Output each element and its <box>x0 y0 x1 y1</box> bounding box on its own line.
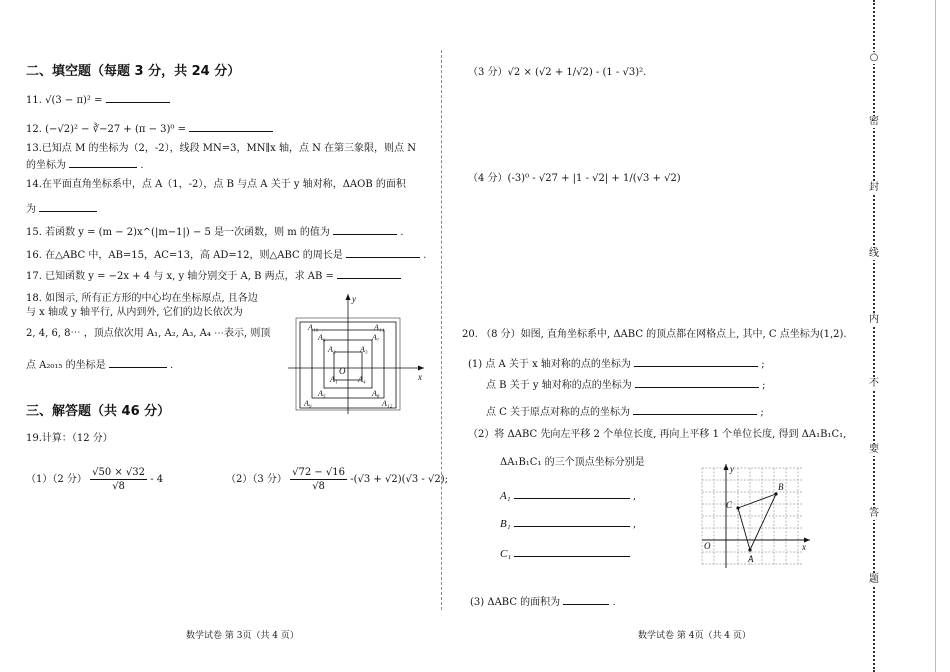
question-12: 12. (−√2)² − ∛−27 + (π − 3)⁰ = <box>26 121 273 136</box>
question-13: 13.已知点 M 的坐标为（2，-2），线段 MN=3，MN∥x 轴，点 N 在第三象限，则点 N <box>26 143 416 154</box>
question-18-line4: 点 A₂₀₁₅ 的坐标是 . <box>26 357 173 372</box>
binding-char-1: 密 <box>866 116 882 128</box>
binding-char-6: 要 <box>866 444 882 456</box>
question-20-1c: 点 C 关于原点对称的点的坐标为 ; <box>486 404 764 419</box>
fig20-c-label: C <box>726 500 733 510</box>
question-20: 20. （8 分）如图, 直角坐标系中, ΔABC 的顶点都在网格点上, 其中, C 点坐标为(1,2). <box>462 329 847 340</box>
fig20-b-label: B <box>778 482 784 492</box>
answer-blank-20-1b[interactable] <box>635 377 759 388</box>
fig20-x-label: x <box>802 542 806 552</box>
answer-blank-13[interactable] <box>69 157 137 168</box>
question-19-2: （2）（3 分） $\frac{√72 - √16}{√8}$ -(√3 + √2)(√3 - √2); <box>226 467 448 492</box>
answer-blank-c1[interactable] <box>514 546 630 557</box>
answer-blank-11[interactable] <box>106 92 170 103</box>
answer-blank-16[interactable] <box>346 247 420 258</box>
binding-char-7: 答 <box>866 508 882 520</box>
fraction-19-1: $\frac{√50 \times √32}{√8}$ <box>92 467 146 492</box>
label-origin: O <box>339 366 346 376</box>
answer-blank-12[interactable] <box>189 121 273 132</box>
answer-blank-20-1c[interactable] <box>633 404 757 415</box>
answer-blank-15[interactable] <box>333 224 397 235</box>
axis-x-label: x <box>418 372 422 382</box>
binding-circle-icon: ○ <box>866 52 882 64</box>
label-a6: A₆ <box>318 333 326 342</box>
label-a5: A₅ <box>318 389 326 398</box>
label-a1: A₁ <box>330 375 338 384</box>
question-20-2: （2）将 ΔABC 先向左平移 2 个单位长度, 再向上平移 1 个单位长度, 得到 ΔA₁B₁C₁, <box>468 429 847 440</box>
answer-blank-a1[interactable] <box>514 488 630 499</box>
section-3-title: 三、解答题（共 46 分） <box>26 404 171 419</box>
answer-c1: C₁ <box>500 546 630 561</box>
label-a8: A₈ <box>372 389 380 398</box>
binding-line <box>866 0 882 672</box>
answer-blank-20-1a[interactable] <box>634 356 758 367</box>
label-a7: A₇ <box>372 333 380 342</box>
page-4 <box>452 0 852 672</box>
question-15: 15. 若函数 y = (m − 2)x^(|m−1|) − 5 是一次函数，则 m 的值为 . <box>26 224 404 239</box>
fig20-origin-label: O <box>704 541 711 551</box>
axis-y-label: y <box>352 294 356 304</box>
binding-char-3: 线 <box>866 248 882 260</box>
binding-char-8: 题 <box>866 574 882 586</box>
fraction-19-2: $\frac{√72 - √16}{√8}$ <box>292 467 346 492</box>
fig20-y-label: y <box>730 464 734 474</box>
question-19-4: （4 分）(-3)⁰ - √27 + |1 - √2| + 1/(√3 + √2) <box>468 173 681 184</box>
label-a12: A₁₂ <box>382 399 393 408</box>
question-18: 18. 如图示, 所有正方形的中心均在坐标原点, 且各边 <box>26 293 258 304</box>
label-a11: A₁₁ <box>374 323 385 332</box>
binding-char-2: 封 <box>866 182 882 194</box>
page-divider <box>441 50 442 610</box>
question-18-line2: 与 x 轴或 y 轴平行, 从内到外, 它们的边长依次为 <box>26 307 243 318</box>
answer-blank-b1[interactable] <box>514 516 630 527</box>
question-20-1a: (1) 点 A 关于 x 轴对称的点的坐标为 ; <box>468 356 765 371</box>
page-footer-right: 数学试卷 第 4页（共 4 页） <box>638 631 751 641</box>
binding-char-4: 内 <box>866 314 882 326</box>
question-19-3: （3 分）√2 × (√2 + 1/√2) - (1 - √3)². <box>468 67 647 78</box>
triangle-grid-figure <box>698 462 814 572</box>
answer-blank-14[interactable] <box>39 201 97 212</box>
label-a2: A₂ <box>328 345 336 354</box>
page-edge <box>935 0 936 672</box>
question-19-1: （1）（2 分） $\frac{√50 \times √32}{√8}$ - 4 <box>26 467 164 492</box>
question-14: 14.在平面直角坐标系中，点 A（1，-2），点 B 与点 A 关于 y 轴对称，ΔAOB 的面积 <box>26 179 406 190</box>
label-a10: A₁₀ <box>308 323 319 332</box>
question-20-2b: ΔA₁B₁C₁ 的三个顶点坐标分别是 <box>500 457 645 468</box>
answer-blank-20-3[interactable] <box>563 594 609 605</box>
question-20-3: (3) ΔABC 的面积为 . <box>470 594 616 609</box>
question-18-line3: 2, 4, 6, 8⋯ ，顶点依次用 A₁, A₂, A₃, A₄ ⋯表示, 则顶 <box>26 328 271 339</box>
label-a4: A₄ <box>358 375 366 384</box>
page-footer-left: 数学试卷 第 3页（共 4 页） <box>186 631 299 641</box>
nested-squares-figure <box>288 292 428 414</box>
question-17: 17. 已知函数 y = −2x + 4 与 x, y 轴分别交于 A, B 两点，求 AB = <box>26 268 401 283</box>
section-2-title: 二、填空题（每题 3 分，共 24 分） <box>26 64 241 79</box>
question-13-line2: 的坐标为 . <box>26 157 144 172</box>
question-20-1b: 点 B 关于 y 轴对称的点的坐标为 ; <box>486 377 765 392</box>
label-a9: A₉ <box>304 399 312 408</box>
question-19: 19.计算：（12 分） <box>26 433 113 444</box>
fig20-a-label: A <box>748 554 754 564</box>
answer-blank-17[interactable] <box>337 268 401 279</box>
question-14-line2: 为 <box>26 201 97 216</box>
question-11: 11. √(3 − π)² = <box>26 92 170 107</box>
label-a3: A₃ <box>360 345 368 354</box>
page-3 <box>0 0 448 672</box>
question-16: 16. 在△ABC 中，AB=15，AC=13，高 AD=12，则△ABC 的周长是 . <box>26 247 426 262</box>
answer-blank-18[interactable] <box>109 357 167 368</box>
binding-char-5: 不 <box>866 378 882 390</box>
answer-a1: A₁ , <box>500 490 637 502</box>
answer-b1: B₁ , <box>500 518 637 530</box>
